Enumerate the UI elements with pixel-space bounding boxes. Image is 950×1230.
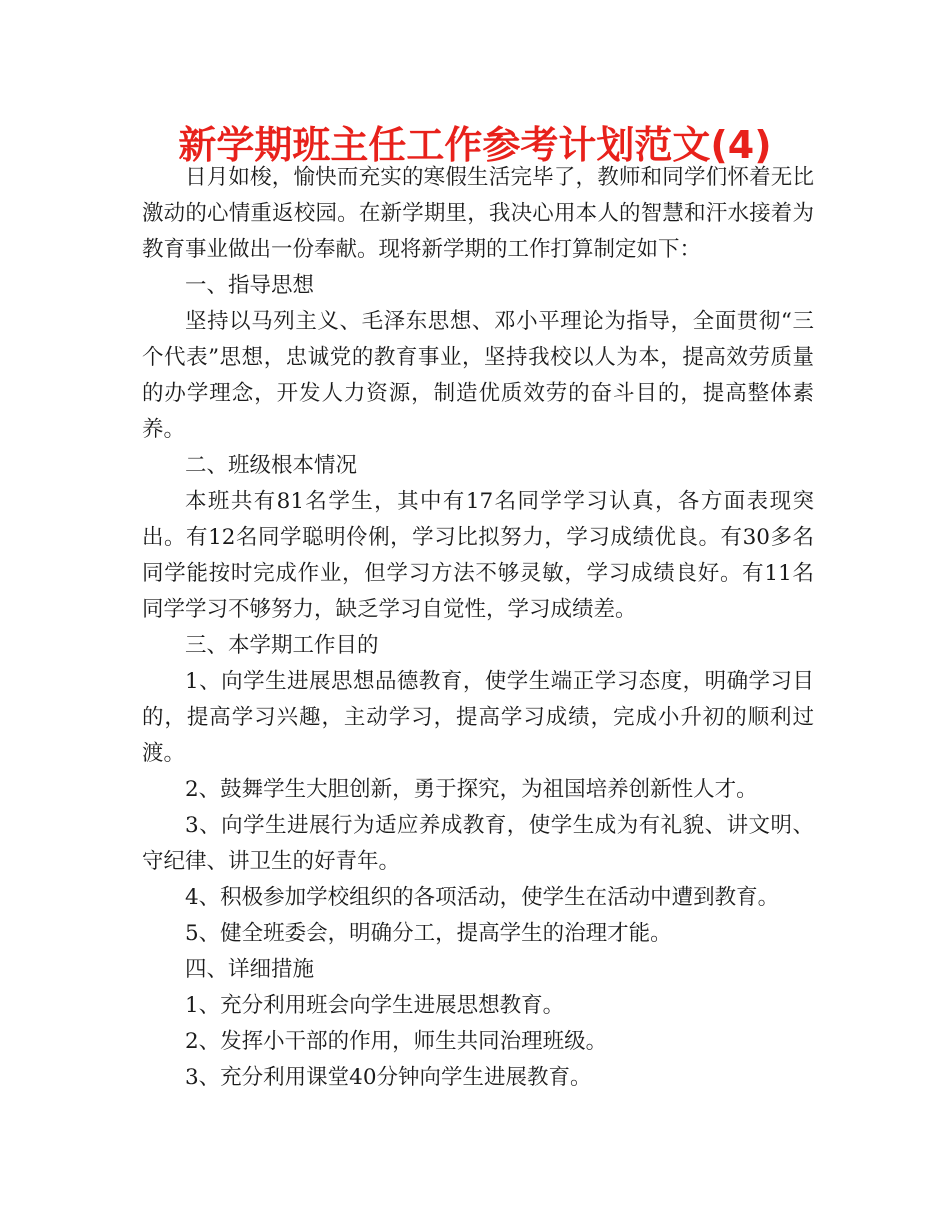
heading-class-situation: 二、班级根本情况 [185, 453, 358, 478]
measure-item-3: 3、充分利用课堂40分钟向学生进展教育。 [185, 1065, 592, 1090]
goal-item-3: 3、向学生进展行为适应养成教育，使学生成为有礼貌、讲文明、守纪律、讲卫生的好青年。 [142, 813, 814, 874]
paragraph-guiding-thought: 坚持以马列主义、毛泽东思想、邓小平理论为指导，全面贯彻“三个代表”思想，忠诚党的教育事业，坚持我校以人为本，提高效劳质量的办学理念，开发人力资源，制造优质效劳的奋斗目的，提高整体素养。 [142, 309, 814, 442]
measure-item-2: 2、发挥小干部的作用，师生共同治理班级。 [185, 1029, 608, 1054]
paragraph-class-situation: 本班共有81名学生，其中有17名同学学习认真，各方面表现突出。有12名同学聪明伶俐，学习比拟努力，学习成绩优良。有30多名同学能按时完成作业，但学习方法不够灵敏，学习成绩良好。有11名同学学习不够努力，缺乏学习自觉性，学习成绩差。 [142, 489, 815, 622]
goal-item-5: 5、健全班委会，明确分工，提高学生的治理才能。 [185, 921, 672, 946]
document-body [142, 160, 814, 1096]
paragraph-intro: 日月如梭，愉快而充实的寒假生活完毕了，教师和同学们怀着无比激动的心情重返校园。在新学期里，我决心用本人的智慧和汗水接着为教育事业做出一份奉献。现将新学期的工作打算制定如下： [142, 165, 814, 262]
document-title: 新学期班主任工作参考计划范文(4) [178, 123, 772, 167]
measure-item-1: 1、充分利用班会向学生进展思想教育。 [185, 993, 565, 1018]
heading-measures: 四、详细措施 [185, 957, 315, 982]
heading-guiding-thought: 一、指导思想 [185, 273, 315, 298]
goal-item-4: 4、积极参加学校组织的各项活动，使学生在活动中遭到教育。 [185, 885, 780, 910]
goal-item-1: 1、向学生进展思想品德教育，使学生端正学习态度，明确学习目的，提高学习兴趣，主动学习，提高学习成绩，完成小升初的顺利过渡。 [142, 669, 814, 766]
heading-semester-goals: 三、本学期工作目的 [185, 633, 379, 658]
goal-item-2: 2、鼓舞学生大胆创新，勇于探究，为祖国培养创新性人才。 [185, 777, 758, 802]
